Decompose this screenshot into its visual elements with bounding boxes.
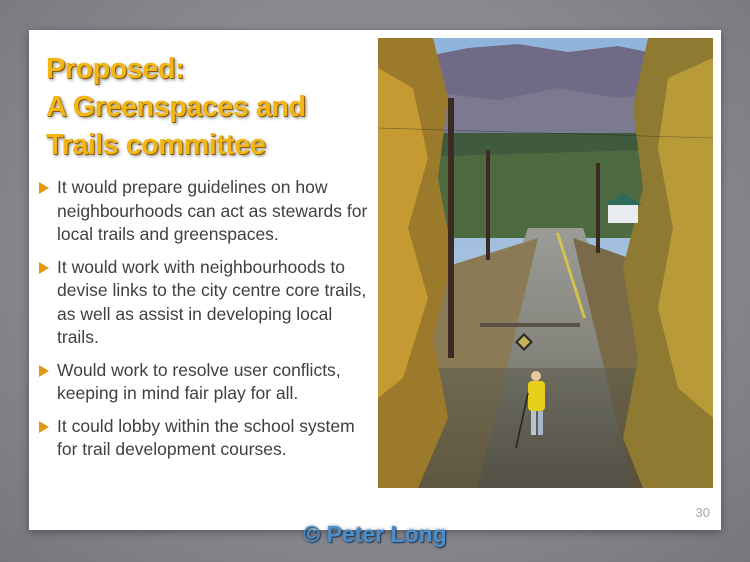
bullet-arrow-icon [39, 262, 49, 274]
title-line: Trails committee [46, 129, 266, 161]
bullet-arrow-icon [39, 421, 49, 433]
copyright-watermark: © Peter Long [303, 521, 447, 547]
slide-title [46, 50, 306, 164]
bullet-arrow-icon [39, 182, 49, 194]
bullet-text: Would work to resolve user conflicts, keeping in mind fair play for all. [57, 359, 341, 403]
bullet-text: It would prepare guidelines on how neighbourhoods can act as stewards for local trails and greenspaces. [57, 177, 368, 244]
page-number: 30 [695, 505, 710, 520]
title-line: A Greenspaces and [46, 91, 306, 123]
trail-photo-illustration [378, 38, 713, 488]
bullet-arrow-icon [39, 365, 49, 377]
bullet-item [39, 256, 374, 350]
bullet-text: It could lobby within the school system for trail development courses. [57, 415, 355, 459]
title-line: Proposed: [46, 53, 184, 85]
bullet-text: It would work with neighbourhoods to devise links to the city centre core trails, as well as assist in developing local trails. [57, 256, 367, 347]
bullet-item [39, 176, 374, 247]
bullet-item [39, 415, 374, 462]
slide [29, 30, 721, 530]
bullet-list [39, 176, 374, 471]
trail-photo [378, 38, 713, 488]
bullet-item [39, 359, 374, 406]
